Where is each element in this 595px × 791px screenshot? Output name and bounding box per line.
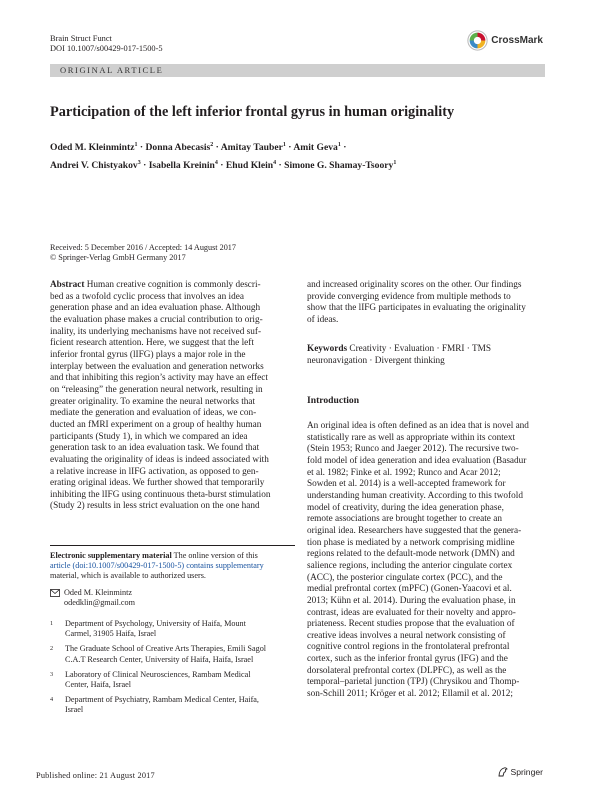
author-name[interactable]: Isabella Kreinin [148, 159, 215, 171]
author-name[interactable]: Oded M. Kleinmintz [50, 142, 135, 154]
affiliation-number: 1 [50, 620, 54, 627]
author-affiliation-mark: 1 [393, 159, 397, 166]
affiliation-number: 3 [50, 670, 54, 678]
crossmark-badge[interactable] [467, 30, 543, 51]
esm-heading: Electronic supplementary material [50, 551, 172, 560]
doi[interactable]: DOI 10.1007/s00429-017-1500-5 [50, 44, 163, 54]
corresponding-author [50, 588, 135, 608]
abstract-line: provide converging evidence from multiple methods to [307, 291, 511, 302]
author-affiliation-mark: 1 [134, 142, 138, 148]
running-header [50, 34, 163, 54]
abstract-line: on “releasing” the generation neural network, resulting in [50, 384, 263, 395]
author-line-1 [50, 138, 545, 156]
author-name[interactable]: Amitay Tauber [220, 142, 283, 154]
affiliations [50, 619, 295, 721]
intro-line: original idea. Researchers have suggested that the genera- [307, 525, 522, 536]
author-separator: · [213, 142, 221, 154]
received-accepted: Received: 5 December 2016 / Accepted: 14 August 2017 [50, 243, 236, 252]
abstract-heading: Abstract [50, 280, 85, 290]
intro-line: medial prefrontal cortex (mPFC) (Gonen-Yaacovi et al. [307, 584, 512, 595]
intro-line: Sowden et al. 2014) is a well-accepted framework for [307, 479, 506, 490]
corresponding-author-email[interactable]: odedklin@gmail.com [64, 598, 135, 608]
abstract-line: inality, its underlying mechanisms have not received suf- [50, 326, 262, 337]
author-affiliation-mark: 1 [337, 142, 341, 148]
intro-line: 2013; Kühn et al. 2014). During the evaluation phase, in [307, 595, 516, 606]
author-line-2 [50, 156, 545, 174]
intro-line: son-Schill 2011; Kröger et al. 2012; Ellamil et al. 2012; [307, 689, 513, 700]
author-name[interactable]: Amit Geva [293, 142, 338, 154]
springer-horse-icon [497, 766, 509, 778]
abstract-line: ficient research attention. Here, we suggest that the left [50, 338, 254, 349]
article-type-band [50, 64, 545, 77]
intro-line: cortex, such as the inferior frontal gyrus (IFG) and the [307, 654, 508, 665]
intro-line: dorsolateral prefrontal cortex (DLPFC), as well as the [307, 665, 507, 676]
abstract-line: generation phase and an idea evaluation phase. Although [50, 303, 261, 314]
crossmark-label: CrossMark [491, 35, 543, 46]
affiliation-item: 1 Department of Psychology, University of Haifa, Mount Carmel, 31905 Haifa, Israel [50, 619, 246, 639]
intro-line: statistically rare as well as appropriate within its context [307, 432, 516, 443]
publication-dates [50, 243, 236, 263]
abstract-line: inhibiting the lIFG using continuous theta-burst stimulation [50, 489, 271, 500]
author-affiliation-mark: 4 [273, 159, 277, 166]
author-list [50, 138, 545, 173]
author-separator: · [285, 142, 294, 154]
abstract-line: evaluating the originality of ideas is indeed associated with [50, 454, 269, 465]
corresponding-author-name: Oded M. Kleinmintz [64, 588, 132, 597]
introduction-body [307, 421, 545, 701]
intro-line: tion phase is mediated by a network comprising midline [307, 537, 515, 548]
intro-line: creative ideas involves a neural network consisting of [307, 630, 506, 641]
abstract-line: inferior frontal gyrus (lIFG) plays a major role in the [50, 349, 246, 360]
intro-line: remote associations are brought together to create an [307, 514, 502, 525]
abstract-line: the evaluation phase makes a crucial contribution to orig- [50, 314, 263, 325]
intro-line: cognitive control regions in the frontolateral prefrontal [307, 642, 510, 653]
abstract-line: ducted an fMRI experiment on a group of healthy human [50, 419, 262, 430]
intro-line: fold model of idea generation and idea evaluation (Basadur [307, 455, 527, 466]
published-online: Published online: 21 August 2017 [36, 771, 155, 780]
intro-line: (Stein 1953; Runco and Jaeger 2012). The recursive two- [307, 444, 519, 455]
intro-line: regions related to the default-mode network (DMN) and [307, 549, 515, 560]
intro-line: temporal–parietal junction (TPJ) (Chrysikou and Thomp- [307, 677, 520, 688]
author-separator: · [137, 142, 146, 154]
esm-line: material, which is available to authorized users. [50, 571, 206, 581]
intro-line: understanding human creativity. According to this twofold [307, 490, 523, 501]
abstract-line: of ideas. [307, 314, 339, 325]
abstract-line: a relative increase in lIFG activation, as opposed to gen- [50, 466, 259, 477]
abstract [50, 280, 295, 513]
abstract-line: and increased originality scores on the other. Our findings [307, 280, 522, 290]
publisher-name: Springer [510, 767, 543, 777]
abstract-line: interplay between the evaluation and generation networks [50, 361, 264, 372]
author-separator: · [340, 142, 347, 154]
intro-line: et al. 1982; Finke et al. 1992; Runco and Acar 2012; [307, 467, 501, 478]
author-affiliation-mark: 4 [214, 159, 218, 166]
article-type: ORIGINAL ARTICLE [60, 65, 164, 75]
abstract-line: greater originality. To examine the neural networks that [50, 396, 256, 407]
abstract-line: (Study 2) results in less strict evaluation on the one hand [50, 501, 260, 512]
esm-line: The online version of this [173, 551, 258, 560]
copyright: © Springer-Verlag GmbH Germany 2017 [50, 253, 186, 263]
journal-name: Brain Struct Funct [50, 34, 112, 43]
author-separator: · [140, 159, 149, 171]
author-affiliation-mark: 3 [137, 159, 141, 166]
intro-line: An original idea is often defined as an idea that is novel and [307, 421, 529, 431]
abstract-continuation [307, 280, 545, 327]
intro-line: contrast, ideas are evaluated for their novelty and appro- [307, 607, 516, 618]
affiliation-number: 2 [50, 645, 54, 653]
author-affiliation-mark: 1 [282, 142, 286, 148]
keywords-line: neuronavigation · Divergent thinking [307, 355, 445, 366]
affiliation-number: 4 [50, 696, 54, 704]
author-separator: · [217, 159, 226, 171]
intro-line: model of creativity, during the idea generation phase, [307, 502, 504, 513]
affiliation-item: 4 Department of Psychiatry, Rambam Medical Center, Haifa, Israel [50, 695, 259, 715]
abstract-line: participants (Study 1), in which we compared an idea [50, 431, 248, 442]
abstract-line: Abstract Human creative cognition is commonly descri- [50, 280, 261, 290]
intro-line: salience regions, including the anterior cingulate cortex [307, 560, 513, 571]
affiliation-item: 2 The Graduate School of Creative Arts Therapies, Emili Sagol C.A.T Research Center, University of Haifa, Haifa, Israel [50, 644, 267, 664]
supplementary-material-note [50, 551, 295, 582]
author-name[interactable]: Donna Abecasis [145, 142, 211, 154]
abstract-line: and that inhibiting this region’s activity may have an effect [50, 373, 268, 384]
author-name[interactable]: Andrei V. Chistyakov [50, 159, 138, 171]
keywords-heading: Keywords [307, 344, 348, 354]
abstract-line: erating original ideas. We further showed that temporarily [50, 478, 265, 489]
author-name[interactable]: Simone G. Shamay-Tsoory [284, 159, 394, 171]
publisher-logo [497, 766, 543, 778]
intro-line: priateness. Recent studies propose that the evaluation of [307, 619, 515, 630]
esm-doi-line[interactable]: article (doi:10.1007/s00429-017-1500-5) contains supplementary [50, 561, 264, 571]
introduction-heading: Introduction [307, 395, 360, 406]
author-name[interactable]: Ehud Klein [225, 159, 274, 171]
abstract-line: generation task to an idea evaluation task. We found that [50, 443, 260, 454]
abstract-line: show that the lIFG participates in evaluating the originality [307, 303, 526, 314]
envelope-icon [50, 589, 60, 597]
abstract-line: mediate the generation and evaluation of ideas, we con- [50, 408, 257, 419]
article-title: Participation of the left inferior frontal gyrus in human originality [50, 104, 455, 120]
keywords-line: Creativity · Evaluation · FMRI · TMS [349, 344, 492, 354]
intro-line: (ACC), the posterior cingulate cortex (PCC), and the [307, 572, 503, 583]
crossmark-icon [467, 30, 488, 51]
affiliation-item: 3 Laboratory of Clinical Neurosciences, Rambam Medical Center, Haifa, Israel [50, 669, 251, 690]
keywords [307, 344, 545, 367]
author-separator: · [276, 159, 285, 171]
abstract-line: bed as a twofold cyclic process that involves an idea [50, 291, 244, 302]
footnote-divider [50, 545, 295, 546]
author-affiliation-mark: 2 [210, 142, 214, 148]
